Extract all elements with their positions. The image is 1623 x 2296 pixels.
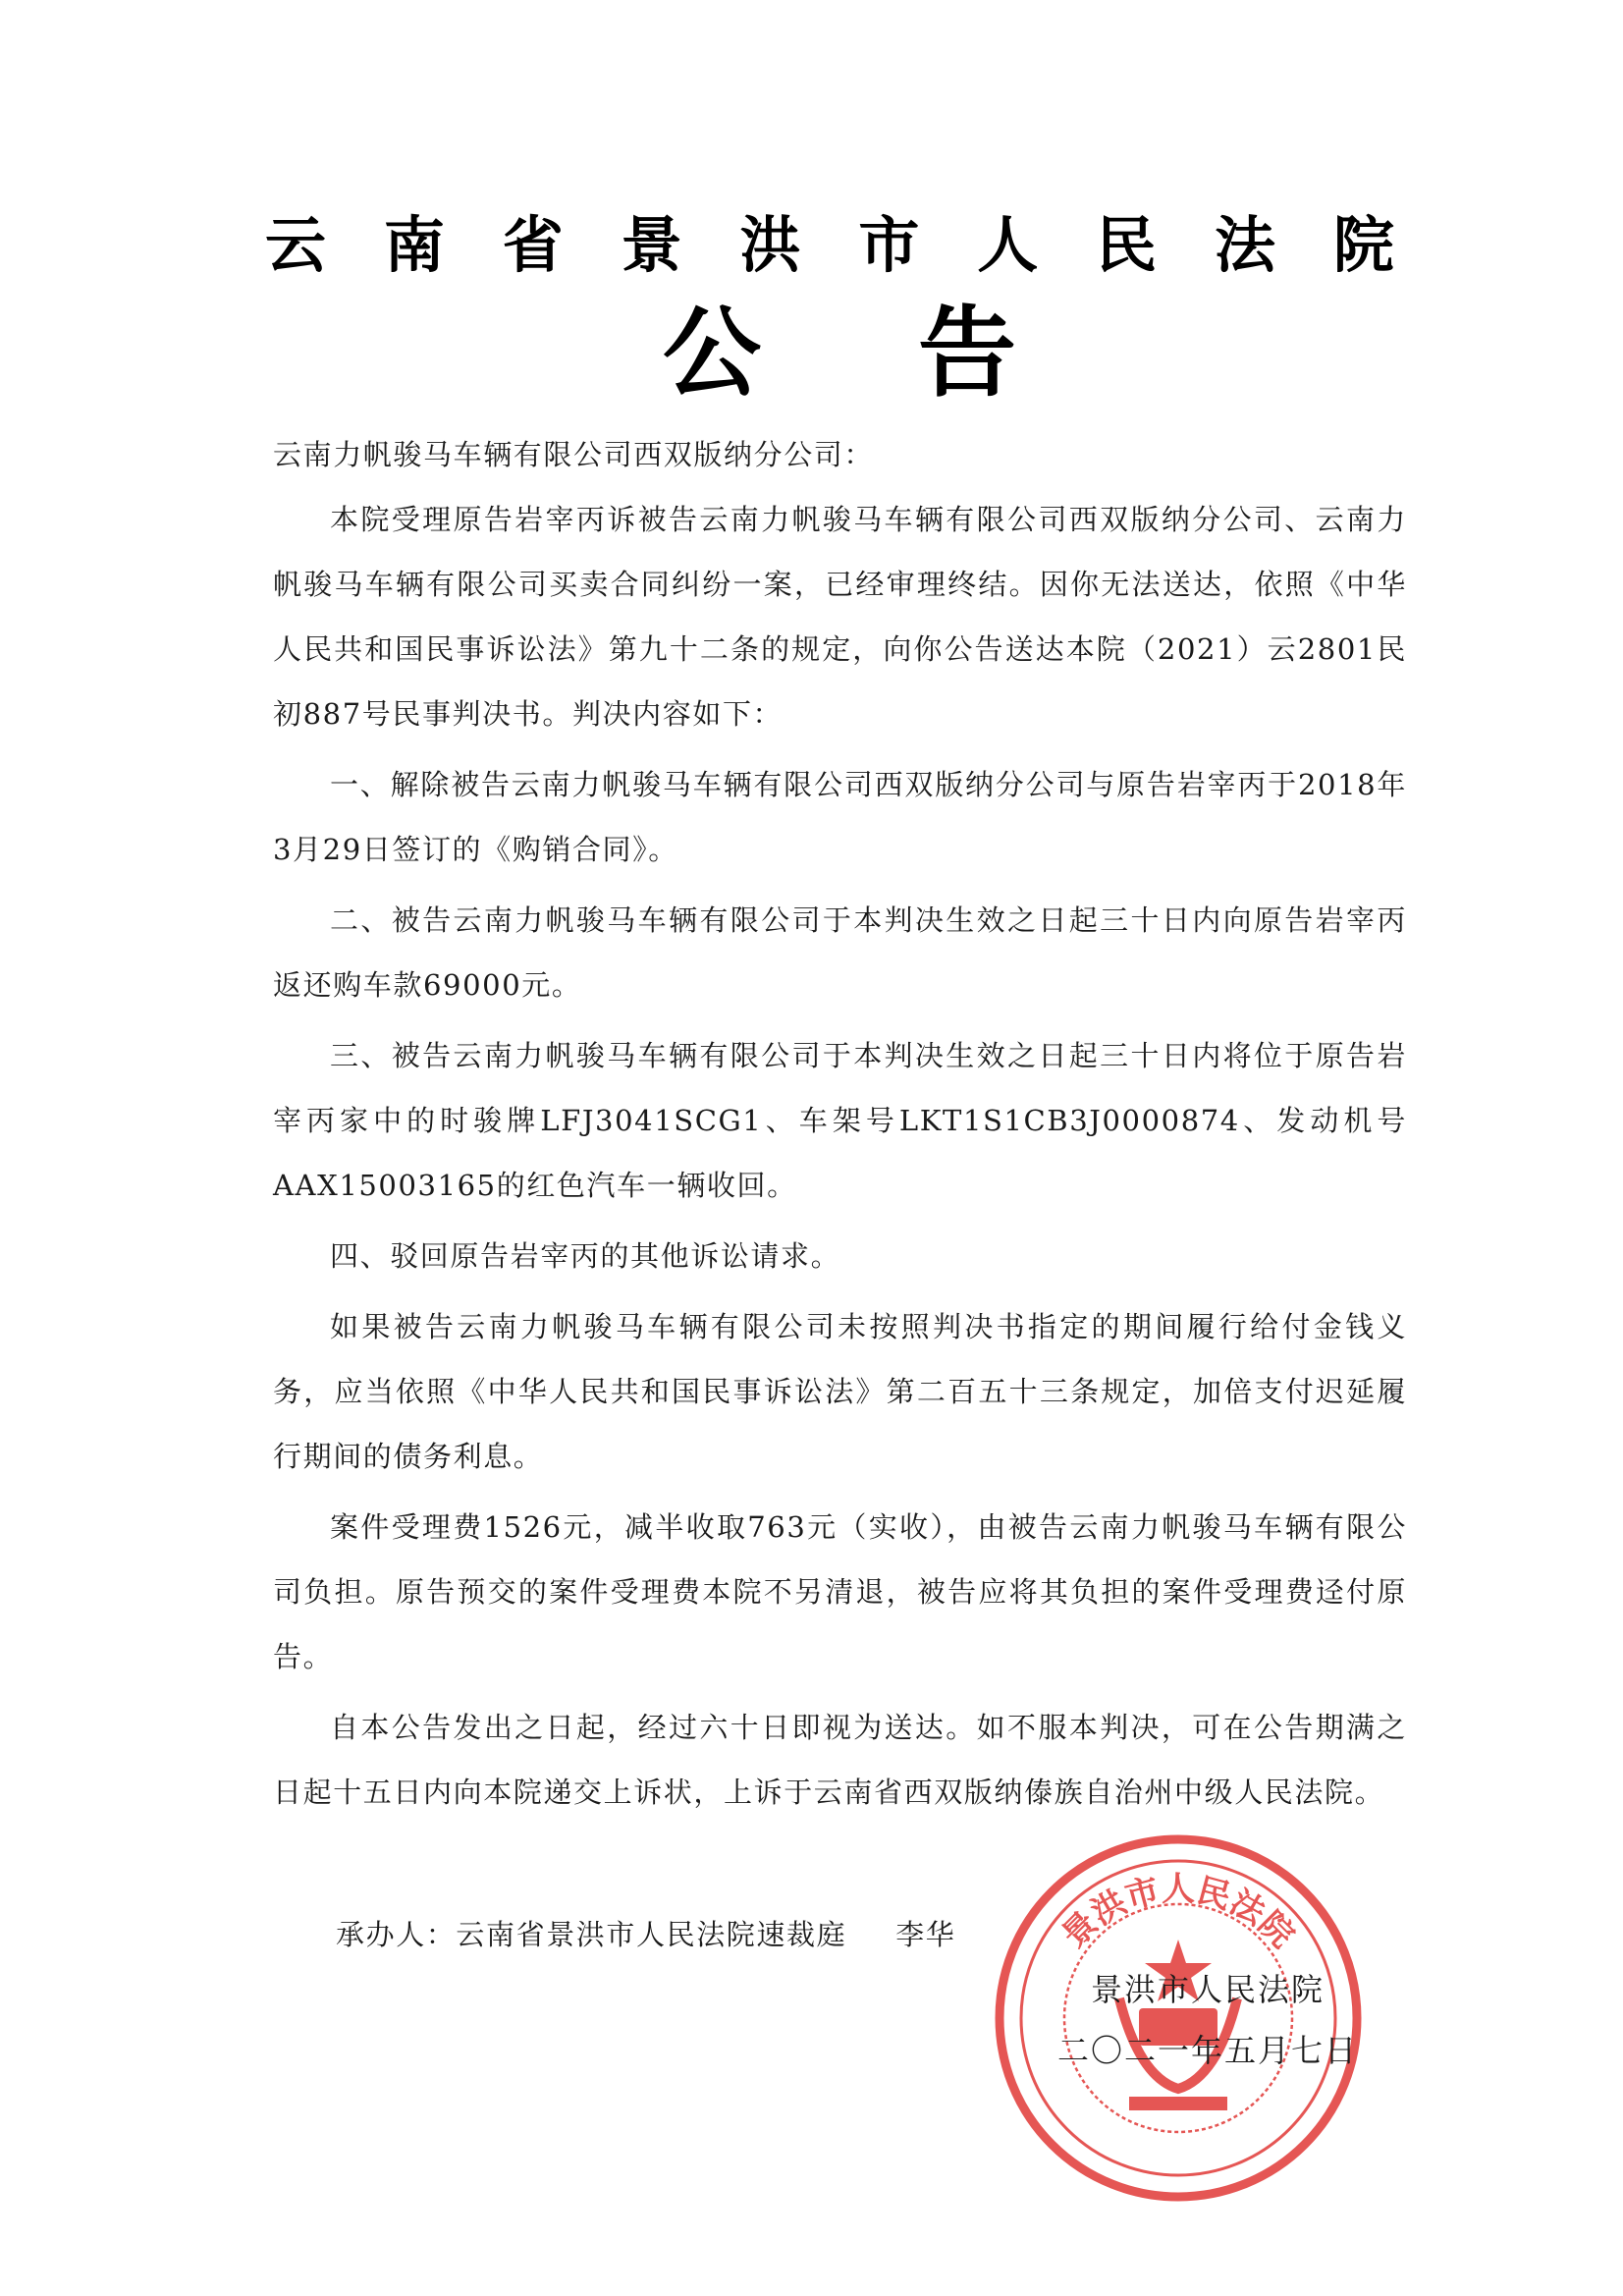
- court-title: [265, 206, 1394, 285]
- judgment-item-2: 二、被告云南力帆骏马车辆有限公司于本判决生效之日起三十日内向原告岩宰丙返还购车款69000元。: [273, 903, 1407, 1002]
- appeal-paragraph: 自本公告发出之日起，经过六十日即视为送达。如不服本判决，可在公告期满之日起十五日内向本院递交上诉状，上诉于云南省西双版纳傣族自治州中级人民法院。: [273, 1711, 1407, 1809]
- issue-date: 二〇二一年五月七日: [1056, 2032, 1358, 2069]
- intro-paragraph: 本院受理原告岩宰丙诉被告云南力帆骏马车辆有限公司西双版纳分公司、云南力帆骏马车辆有限公司买卖合同纠纷一案，已经审理终结。因你无法送达，依照《中华人民共和国民事诉讼法》第九十二条的规定，向你公告送达本院（2021）云2801民初887号民事判决书。判决内容如下：: [273, 503, 1407, 731]
- notice-title-char: 公: [663, 296, 761, 410]
- judgment-item-1: 一、解除被告云南力帆骏马车辆有限公司西双版纳分公司与原告岩宰丙于2018年3月29日签订的《购销合同》。: [273, 768, 1407, 866]
- handler-label: 承办人：云南省景洪市人民法院速裁庭: [336, 1918, 847, 1951]
- notice-body: [273, 422, 1407, 1825]
- court-title-char: 省: [502, 209, 564, 281]
- seal-text: 景洪市人民法院: [1055, 1870, 1302, 1956]
- handler-name: 李华: [895, 1918, 956, 1951]
- addressee: 云南力帆骏马车辆有限公司西双版纳分公司：: [273, 438, 875, 471]
- court-title-char: 院: [1332, 209, 1394, 281]
- court-title-char: 云: [265, 209, 327, 281]
- court-title-char: 洪: [739, 209, 801, 281]
- judgment-item-4: 四、驳回原告岩宰丙的其他诉讼请求。: [330, 1239, 841, 1273]
- judgment-item-3: 三、被告云南力帆骏马车辆有限公司于本判决生效之日起三十日内将位于原告岩宰丙家中的时骏牌LFJ3041SCG1、车架号LKT1S1CB3J0000874、发动机号AAX15003165的红色汽车一辆收回。: [273, 1039, 1407, 1202]
- notice-title-char: 告: [918, 296, 1016, 410]
- interest-paragraph: 如果被告云南力帆骏马车辆有限公司未按照判决书指定的期间履行给付金钱义务，应当依照《中华人民共和国民事诉讼法》第二百五十三条规定，加倍支付迟延履行期间的债务利息。: [273, 1310, 1407, 1473]
- notice-title: [663, 295, 1016, 412]
- court-title-char: 法: [1215, 209, 1276, 281]
- handler-line: [336, 1905, 955, 1964]
- court-title-char: 民: [1096, 209, 1158, 281]
- issuer-court: 景洪市人民法院: [1090, 1971, 1325, 2008]
- court-title-char: 景: [621, 209, 682, 281]
- court-title-char: 人: [977, 209, 1039, 281]
- issuer-block: [1011, 1959, 1404, 2081]
- fee-paragraph: 案件受理费1526元，减半收取763元（实收），由被告云南力帆骏马车辆有限公司负担。原告预交的案件受理费本院不另清退，被告应将其负担的案件受理费迳付原告。: [273, 1510, 1407, 1673]
- court-title-char: 南: [383, 209, 445, 281]
- court-title-char: 市: [858, 209, 920, 281]
